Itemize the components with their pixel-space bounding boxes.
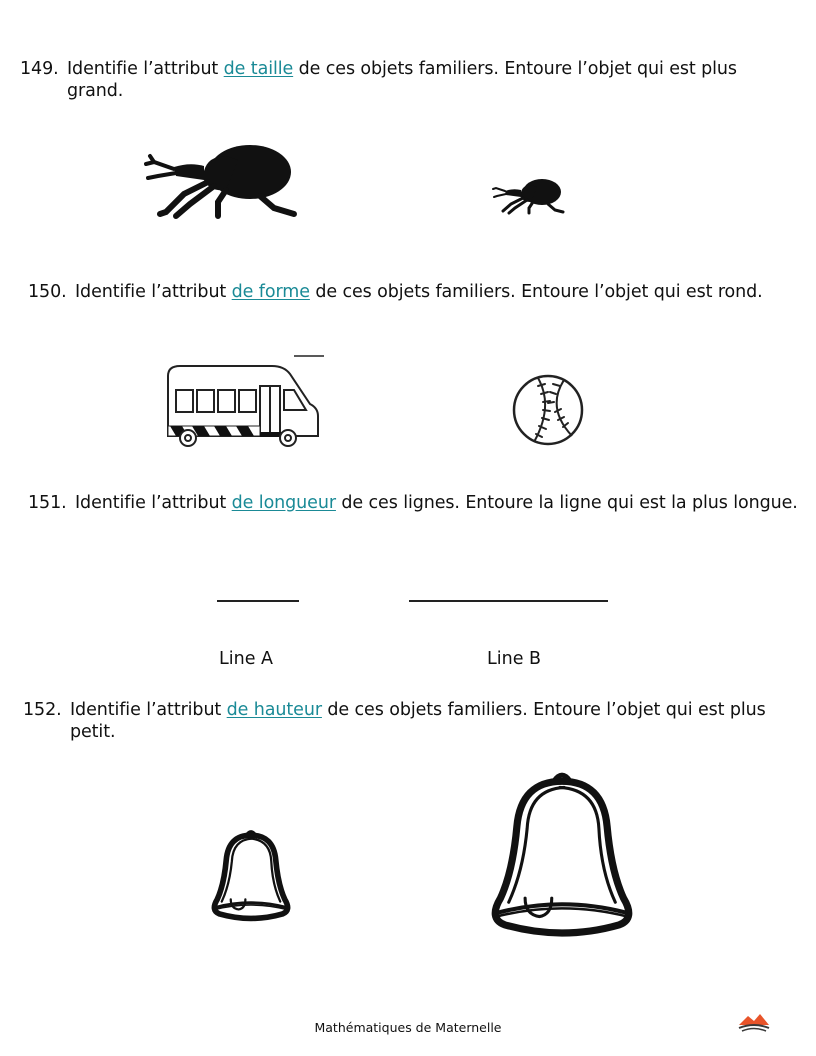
question-text bbox=[28, 281, 798, 303]
question-text bbox=[20, 58, 790, 102]
small-beetle-icon bbox=[491, 176, 567, 216]
question-text-before: Identifie l’attribut bbox=[75, 282, 232, 302]
baseball-icon bbox=[510, 372, 586, 448]
question-number: 152. bbox=[23, 700, 62, 720]
footer-title: Mathématiques de Maternelle bbox=[314, 1020, 502, 1035]
attribute-link[interactable]: de longueur bbox=[231, 493, 336, 513]
small-bell-icon bbox=[206, 826, 296, 922]
question-number: 150. bbox=[28, 282, 67, 302]
question-149 bbox=[20, 58, 790, 102]
large-bell-icon bbox=[480, 764, 644, 940]
question-text-before: Identifie l’attribut bbox=[75, 493, 232, 513]
question-text bbox=[23, 699, 793, 743]
line-b bbox=[409, 600, 608, 602]
large-beetle-icon bbox=[142, 136, 300, 222]
question-text-after: de ces objets familiers. Entoure l’objet qui est plus petit. bbox=[70, 700, 766, 742]
line-a-label: Line A bbox=[219, 649, 274, 669]
question-151 bbox=[28, 492, 814, 514]
line-b-label: Line B bbox=[487, 649, 542, 669]
attribute-link[interactable]: de taille bbox=[223, 59, 294, 79]
attribute-link[interactable]: de hauteur bbox=[226, 700, 322, 720]
question-number: 151. bbox=[28, 493, 67, 513]
question-text-before: Identifie l’attribut bbox=[67, 59, 224, 79]
question-text-before: Identifie l’attribut bbox=[70, 700, 227, 720]
mountain-logo-icon bbox=[737, 1011, 771, 1033]
question-number: 149. bbox=[20, 59, 59, 79]
bus-icon bbox=[160, 354, 332, 450]
line-a bbox=[217, 600, 299, 602]
question-text bbox=[28, 492, 814, 514]
question-150 bbox=[28, 281, 798, 303]
question-text-after: de ces objets familiers. Entoure l’objet qui est plus grand. bbox=[67, 59, 737, 101]
attribute-link[interactable]: de forme bbox=[231, 282, 310, 302]
question-text-after: de ces lignes. Entoure la ligne qui est la plus longue. bbox=[335, 493, 798, 513]
question-text-after: de ces objets familiers. Entoure l’objet qui est rond. bbox=[309, 282, 763, 302]
question-152 bbox=[23, 699, 793, 743]
